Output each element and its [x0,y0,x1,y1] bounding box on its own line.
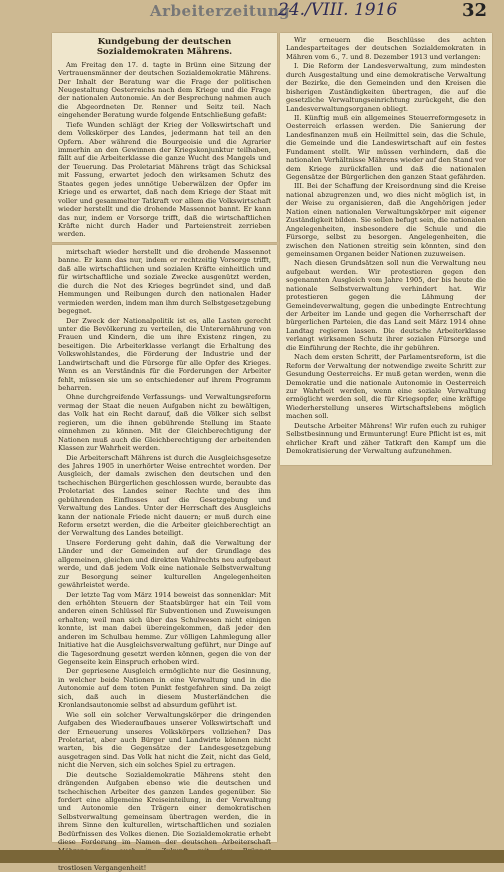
paragraph: Wie soll ein solcher Verwaltungskörper die dringenden Aufgaben des Wiederaufbaues unserer Volkswirtschaft und der Erneuerung unseres Volkskörpers vollziehen? Das Proletariat, aber auch Bürger und Landwirte können nicht warten, bis die Gegensätze der Landesgesetzgebung ausgetragen sind. Das Volk hat nicht die Zeit, nicht das Geld, nicht die Nerven, sich ein solches Spiel zu ertragen. [58,710,271,770]
clipping-column-1-bottom [52,245,277,872]
paragraph: Am Freitag den 17. d. tagte in Brünn eine Sitzung der Vertrauensmänner der deutschen Sozialdemokratie Mährens. Der Inhalt der Beratung war die Frage der politischen Neugestaltung Oesterreichs nach dem Kriege und die Frage der nationalen Autonomie. An der Besprechung nahmen auch die Abgeordneten Dr. Renner und Seitz teil. Nach eingehender Beratung wurde folgende Entschließung gefaßt: [58,60,271,120]
paragraph: Tiefe Wunden schlägt der Krieg der Volkswirtschaft und dem Volkskörper des Landes, jedermann hat teil an den Opfern. Aber während die Bourgeoisie und die Agrarier immerhin an den Gewinnen der Kriegskonjunktur teilhaben, fällt auf die Arbeiterklasse die ganze Wucht des Mangels und der Teuerung. Das Proletariat Mährens trägt das Schicksal mit Fassung, erwartet jedoch den wirksamen Schutz des Staates gegen jedes unnötige Ueberwälzen der Opfer im Kriege und es erwartet, daß nach dem Kriege der Staat mit voller und gesammelter Tatkraft vor allem die Volkswirtschaft wieder herstellt und die drohende Massennot bannt. Er kann das nur, indem er Vorsorge trifft, daß die wirtschaftlichen Kräfte nicht durch Hader und Parteienstreit zerrieben werden. [58,120,271,239]
paragraph: Ohne durchgreifende Verfassungs- und Verwaltungsreform vermag der Staat die neuen Aufgaben nicht zu bewältigen, das Volk hat ein Recht darauf, daß die Völker sich selbst regieren, um die ihnen gebührende Stellung im Staate einnehmen zu können. Mit der Gleichberechtigung der Nationen muß auch die Gleichberechtigung der arbeitenden Klassen zur Wahrheit werden. [58,393,271,453]
paragraph: Deutsche Arbeiter Mährens! Wir rufen euch zu ruhiger Selbstbesinnung und Ermunterung! Eure Pflicht ist es, mit ehrlicher Kraft und zäher Tatkraft den Kampf um die Demokratisierung der Verwaltung aufzunehmen. [286,421,486,455]
paragraph: Nach diesen Grundsätzen soll nun die Verwaltung neu aufgebaut werden. Wir protestieren gegen den sogenannten Ausgleich vom Jahre 1905, der bis heute die nationale Selbstverwaltung verhindert hat. Wir protestieren gegen die Lähmung der Gemeindeverwaltung, gegen die unbedingte Entrechtung der Arbeiter im Lande und gegen die Vorherrschaft der bürgerlichen Parteien, die das Land seit März 1914 ohne Landtag regieren lassen. Die deutsche Arbeiterklasse verlangt wirksamen Schutz ihrer sozialen Fürsorge und die Einführung der Rechte, die ihr gebühren. [286,259,486,352]
paragraph: Unsere Forderung geht dahin, daß die Verwaltung der Länder und der Gemeinden auf der Grundlage des allgemeinen, gleichen und direkten Wahlrechts neu aufgebaut werde, und daß jedem Volk eine nationale Selbstverwaltung zur Besorgung seiner kulturellen Angelegenheiten gewährleistet werde. [58,538,271,590]
paragraph: Der gepriesene Ausgleich ermöglichte nur die Gesinnung, in welcher beide Nationen in eine Verwaltung und in die Autonomie auf dem toten Punkt festgefahren sind. Da zeigt sich, daß auch in diesem Musterländchen die Kronlandsautonomie selbst ad absurdum geführt ist. [58,667,271,710]
clipping-column-2 [280,33,492,465]
masthead-stamp: Arbeiterzeitung [150,2,291,20]
paragraph: Der letzte Tag vom März 1914 beweist das sonnenklar: Mit den erhöhten Steuern der Staatsbürger hat ein Teil vom anderen einen Schlüssel für Subventionen und Zuweisungen erhalten; weil man sich über das Schulwesen nicht einigen konnte, ist man dabei übereingekommen, daß jeder den anderen im Schulbau hemme. Zur völligen Lahmlegung aller Initiative hat die Ausgleichsverwaltung geführt, nur Dinge auf die Tagesordnung gesetzt werden können, gegen die von der Gegenseite kein Einspruch erhoben wird. [58,590,271,666]
paragraph: Die Arbeiterschaft Mährens ist durch die Ausgleichsgesetze des Jahres 1905 in unerhörter Weise entrechtet worden. Der Ausgleich, der damals zwischen den deutschen und den tschechischen Bürgerlichen geschlossen wurde, beraubte das Proletariat des Landes seiner Rechte und des ihm gebührenden Einflusses auf die Gesetzgebung und Verwaltung des Landes. Unter der Herrschaft des Ausgleichs kann der nationale Friede nicht dauern; er muß durch eine Reform ersetzt werden, die die Arbeiter gleichberechtigt an der Verwaltung des Landes beteiligt. [58,453,271,538]
page-bottom-edge [0,850,504,863]
paragraph: mirtschaft wieder herstellt und die drohende Massennot banne. Er kann das nur, indem er rechtzeitig Vorsorge trifft, daß alle wirtschaftlichen und sozialen Kräfte einheitlich und für wirtschaftliche und soziale Zwecke ausgenützt werden, die durch die Not des Krieges begründet sind, und daß Hemmungen und Reibungen durch den nationalen Hader vermieden werden, indem man ihm durch Selbstgesetzgebung begegnet. [58,248,271,316]
page-number: 32 [462,0,488,21]
paragraph: Die deutsche Sozialdemokratie Mährens steht den drängenden Aufgaben ebenso wie die deutschen und tschechischen Arbeiter des ganzen Landes gegenüber. Sie fordert eine allgemeine Kreiseinteilung, in der Verwaltung und Autonomie den Trägern einer demokratischen Selbstverwaltung gemeinsam übertragen werden, die in ihrem Sinne den kulturellen, wirtschaftlichen und sozialen Bedürfnissen des Volkes dienen. Die Sozialdemokratie erhebt diese Forderung im Namen der deutschen Arbeiterschaft trostlosen Vergangenheit! [58,770,271,872]
paragraph: Nach dem ersten Schritt, der Parlamentsreform, ist die Reform der Verwaltung der notwendige zweite Schritt zur Gesundung Oesterreichs. Er muß getan werden, wenn die Demokratie und die nationale Autonomie in Oesterreich zur Wahrheit werden, wenn eine soziale Verwaltung ermöglicht werden soll, die für Kriegsopfer, eine kräftige Wiederherstellung unseres Wirtschaftslebens möglich machen soll. [286,353,486,421]
paragraph: Wir erneuern die Beschlüsse des achten Landesparteitages der deutschen Sozialdemokraten in Mähren vom 6., 7. und 8. Dezember 1913 und verlangen: [286,36,486,61]
article-title: Kundgebung der deutschen Sozialdemokraten Mährens. [96,37,233,58]
paragraph: I. Die Reform der Landesverwaltung, zum mindesten durch Ausgestaltung und eine demokratische Verwaltung der Bezirke, die den Gemeinden und den Kreisen die bisherigen Zuständigkeiten übertragen, die auf die gesetzliche Verwaltungseinrichtung zurückgeht, die den Landesverwaltungsorganen obliegt. [286,62,486,113]
handwritten-date: 24./VIII. 1916 [278,0,398,20]
paragraph: Der Zweck der Nationalpolitik ist es, alle Lasten gerecht unter die Bevölkerung zu verteilen, die Unterernährung von Frauen und Kindern, die um ihre Existenz ringen, zu beseitigen. Die Arbeiterklasse verlangt die Erhaltung des Volkswohlstandes, die Förderung der Industrie und der Landwirtschaft und die Fürsorge für alle Opfer des Krieges. Wenn es an Verständnis für die Forderungen der Arbeiter fehlt, müssen sie um so entschiedener auf ihrem Programm beharren. [58,316,271,392]
paragraph: III. Bei der Schaffung der Kreisordnung sind die Kreise national abzugrenzen und, wo dies nicht möglich ist, in der Weise zu organisieren, daß die Angehörigen jeder Nation einen nationalen Verwaltungskörper mit eigener Zuständigkeit bilden. Sie sollen befugt sein, die nationalen Angelegenheiten, insbesondere die Schule und die Fürsorge, selbst zu besorgen. Angelegenheiten, die zwischen den Nationen streitig sein könnten, sind den gemeinsamen Organen beider Nationen zuzuweisen. [286,182,486,258]
paragraph: II. Künftig muß ein allgemeines Steuerreformgesetz in Oesterreich erlassen werden. Die Sanierung der Landesfinanzen muß ein Heilmittel sein, das die Schule, die Gemeinde und die Landeswirtschaft auf ein festes Fundament stellt. Wir müssen verhindern, daß die nationalen Verhältnisse Mährens wieder auf den Stand vor dem Kriege zurückfallen und daß die nationalen Gegensätze der Bürgerlichen den ganzen Staat gefährden. [286,113,486,181]
clipping-column-1-top [52,33,277,242]
